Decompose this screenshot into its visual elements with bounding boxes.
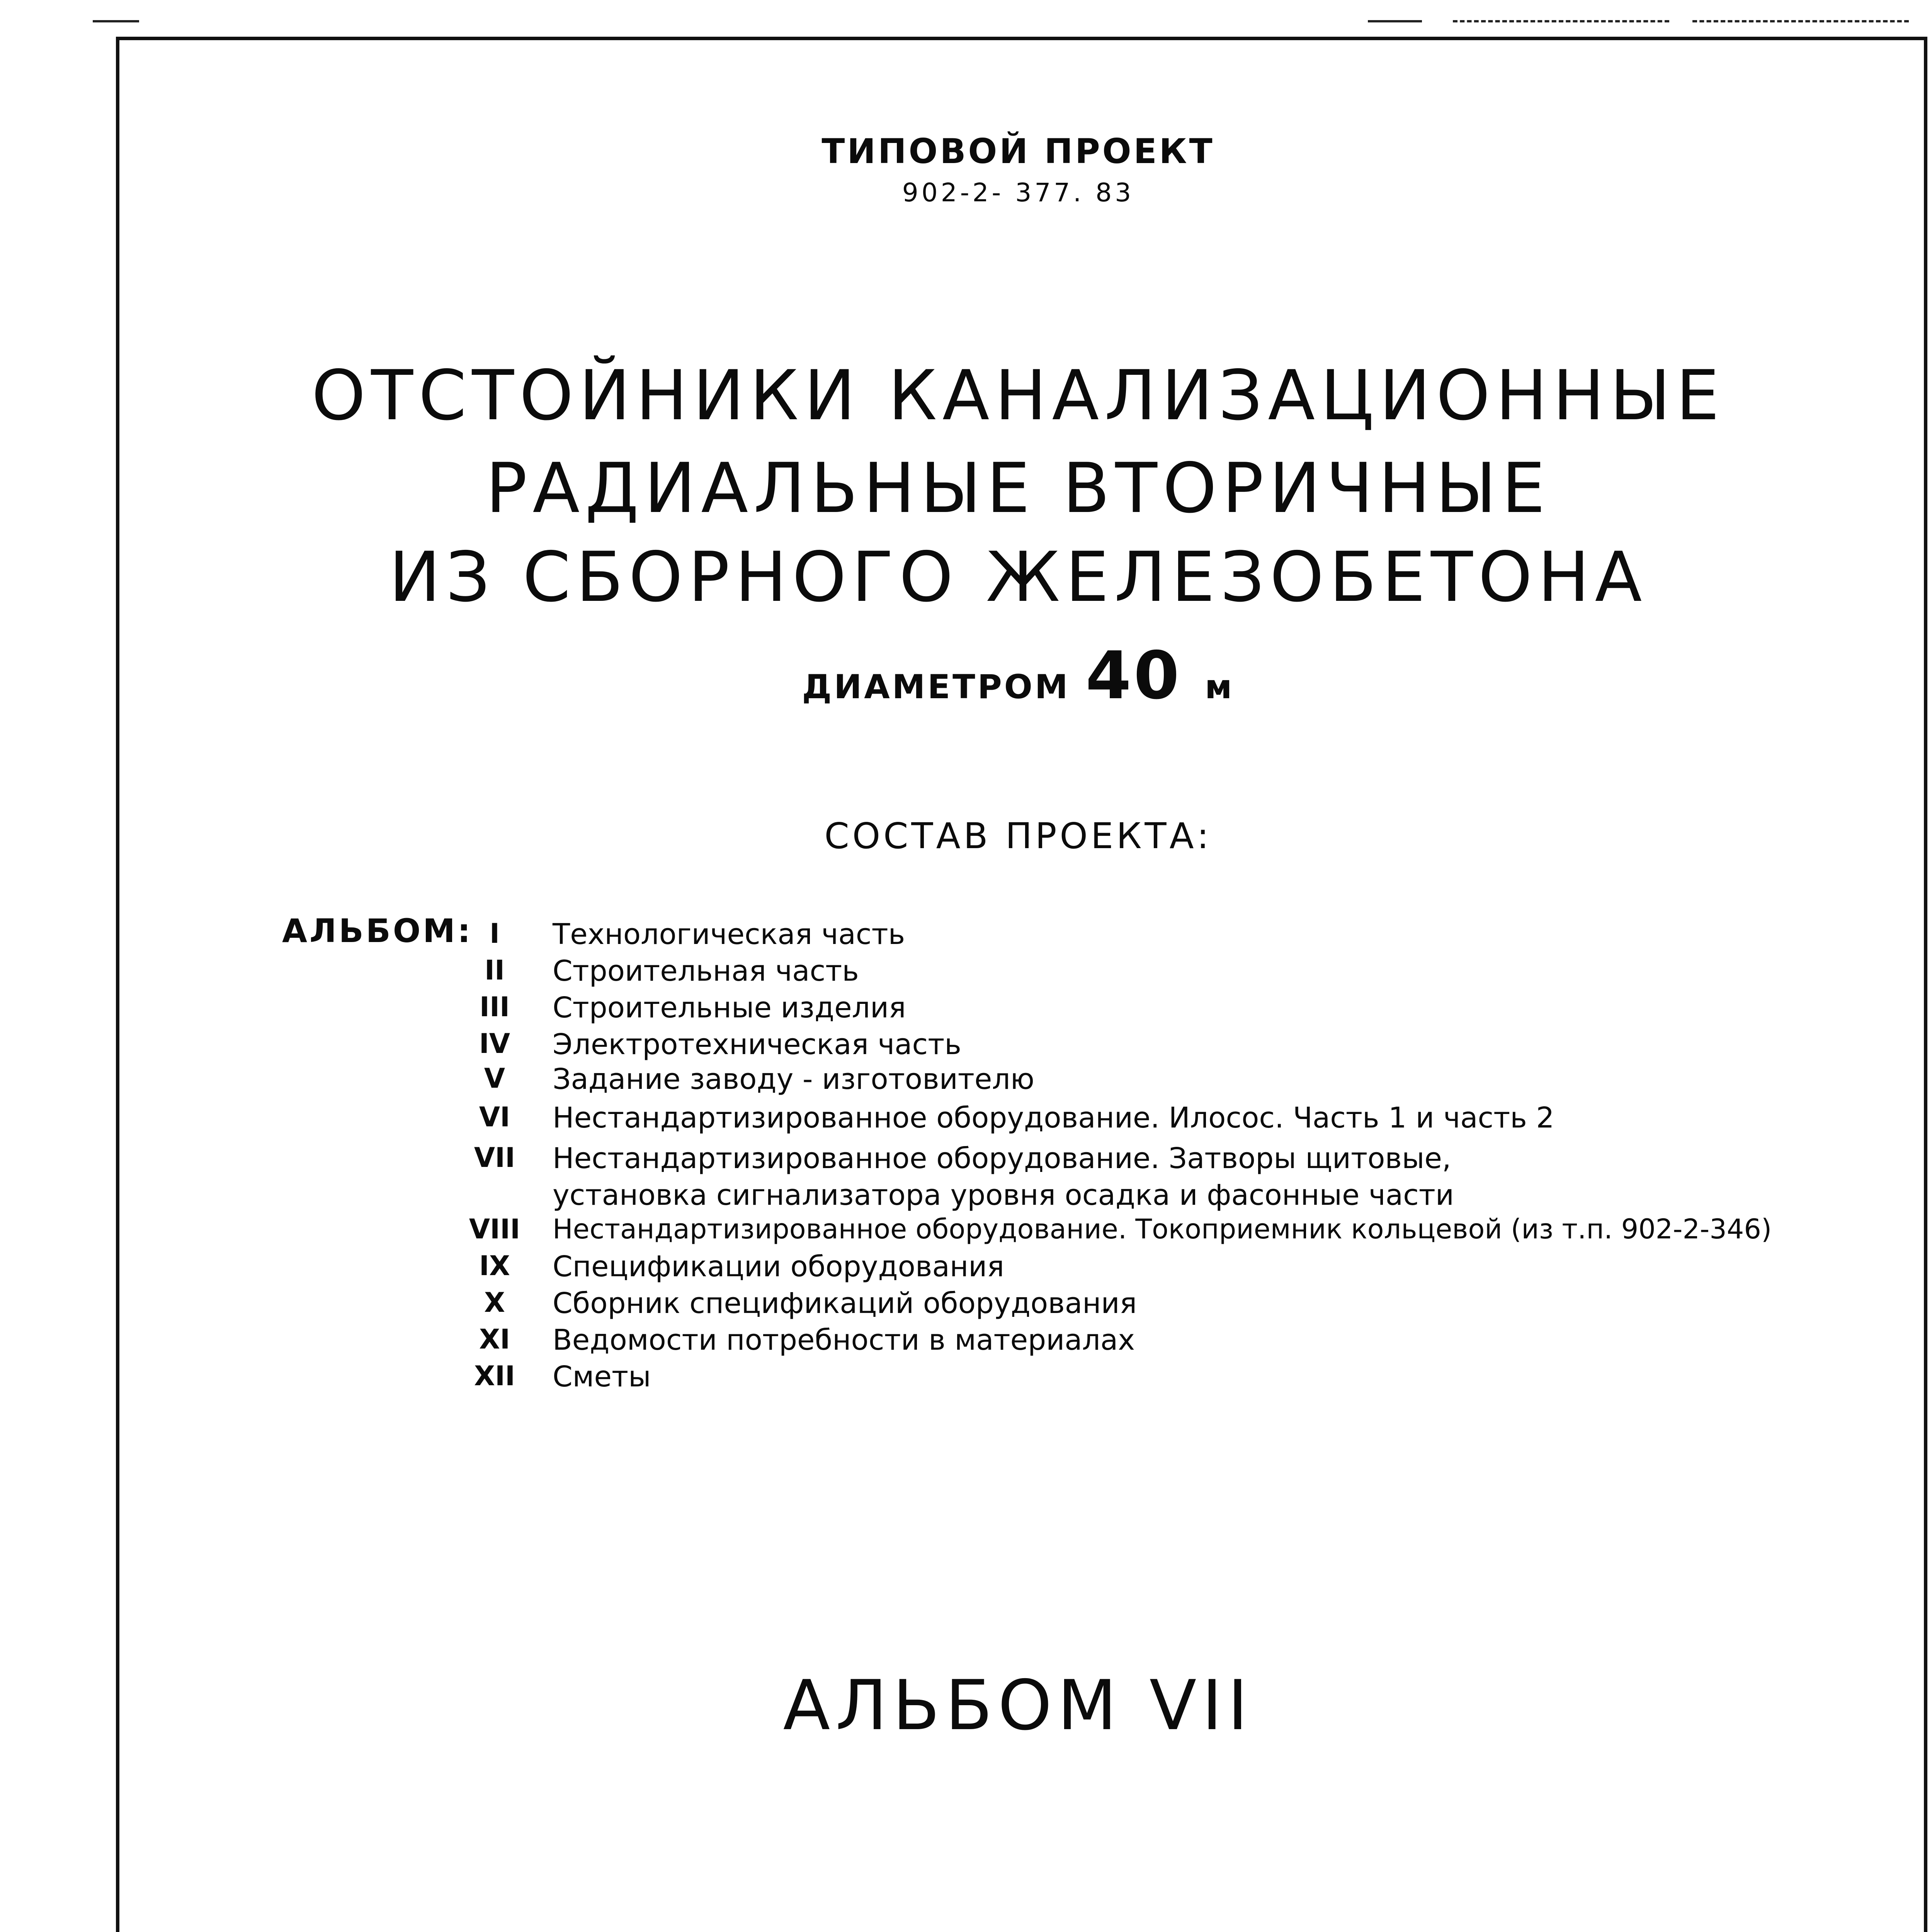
diameter-value: 40 [1085, 638, 1182, 714]
title-line-3: ИЗ СБОРНОГО ЖЕЛЕЗОБЕТОНА [389, 537, 1648, 617]
album-word: АЛЬБОМ: [282, 912, 473, 950]
album-description: установка сигнализатора уровня осадка и фасонные части [553, 1179, 1454, 1212]
album-description: Спецификации оборудования [553, 1250, 1004, 1283]
diameter-label: ДИАМЕТРОМ [802, 668, 1070, 706]
album-number: XI [479, 1323, 510, 1355]
diameter-line [116, 638, 1920, 714]
album-title: АЛЬБОМ VII [783, 1665, 1253, 1745]
album-number: II [484, 954, 505, 986]
top-dash [1453, 20, 1669, 22]
album-description: Ведомости потребности в материалах [553, 1323, 1135, 1357]
album-description: Нестандартизированное оборудование. Затворы щитовые, [553, 1142, 1451, 1175]
album-number: X [484, 1287, 505, 1318]
page-frame [116, 37, 1927, 1932]
album-number: XII [474, 1360, 515, 1392]
contents-heading: СОСТАВ ПРОЕКТА: [824, 815, 1212, 857]
top-dash [93, 20, 139, 22]
album-description: Сметы [553, 1360, 651, 1393]
diameter-unit: м [1205, 668, 1235, 706]
album-description: Строительная часть [553, 954, 859, 988]
album-description: Строительные изделия [553, 991, 906, 1024]
album-description: Электротехническая часть [553, 1028, 961, 1061]
project-number: 902-2- 377. 83 [902, 178, 1134, 207]
album-number: III [479, 991, 510, 1023]
top-dash [1368, 20, 1422, 22]
album-number: IV [479, 1028, 510, 1060]
album-description: Задание заводу - изготовителю [553, 1063, 1035, 1096]
album-number: IX [479, 1250, 510, 1282]
album-number: V [484, 1063, 505, 1094]
title-line-2: РАДИАЛЬНЫЕ ВТОРИЧНЫЕ [486, 448, 1551, 528]
album-number: VIII [469, 1213, 520, 1245]
title-line-1: ОТСТОЙНИКИ КАНАЛИЗАЦИОННЫЕ [311, 355, 1725, 435]
project-type-label: ТИПОВОЙ ПРОЕКТ [821, 131, 1215, 171]
album-description: Нестандартизированное оборудование. Токоприемник кольцевой (из т.п. 902-2-346) [553, 1213, 1772, 1245]
top-dash [1692, 20, 1909, 22]
album-description: Сборник спецификаций оборудования [553, 1287, 1137, 1320]
album-number: VI [479, 1101, 510, 1133]
album-description: Технологическая часть [553, 918, 905, 951]
album-number: VII [474, 1142, 515, 1173]
album-number: I [489, 918, 500, 949]
album-description: Нестандартизированное оборудование. Илосос. Часть 1 и часть 2 [553, 1101, 1554, 1134]
